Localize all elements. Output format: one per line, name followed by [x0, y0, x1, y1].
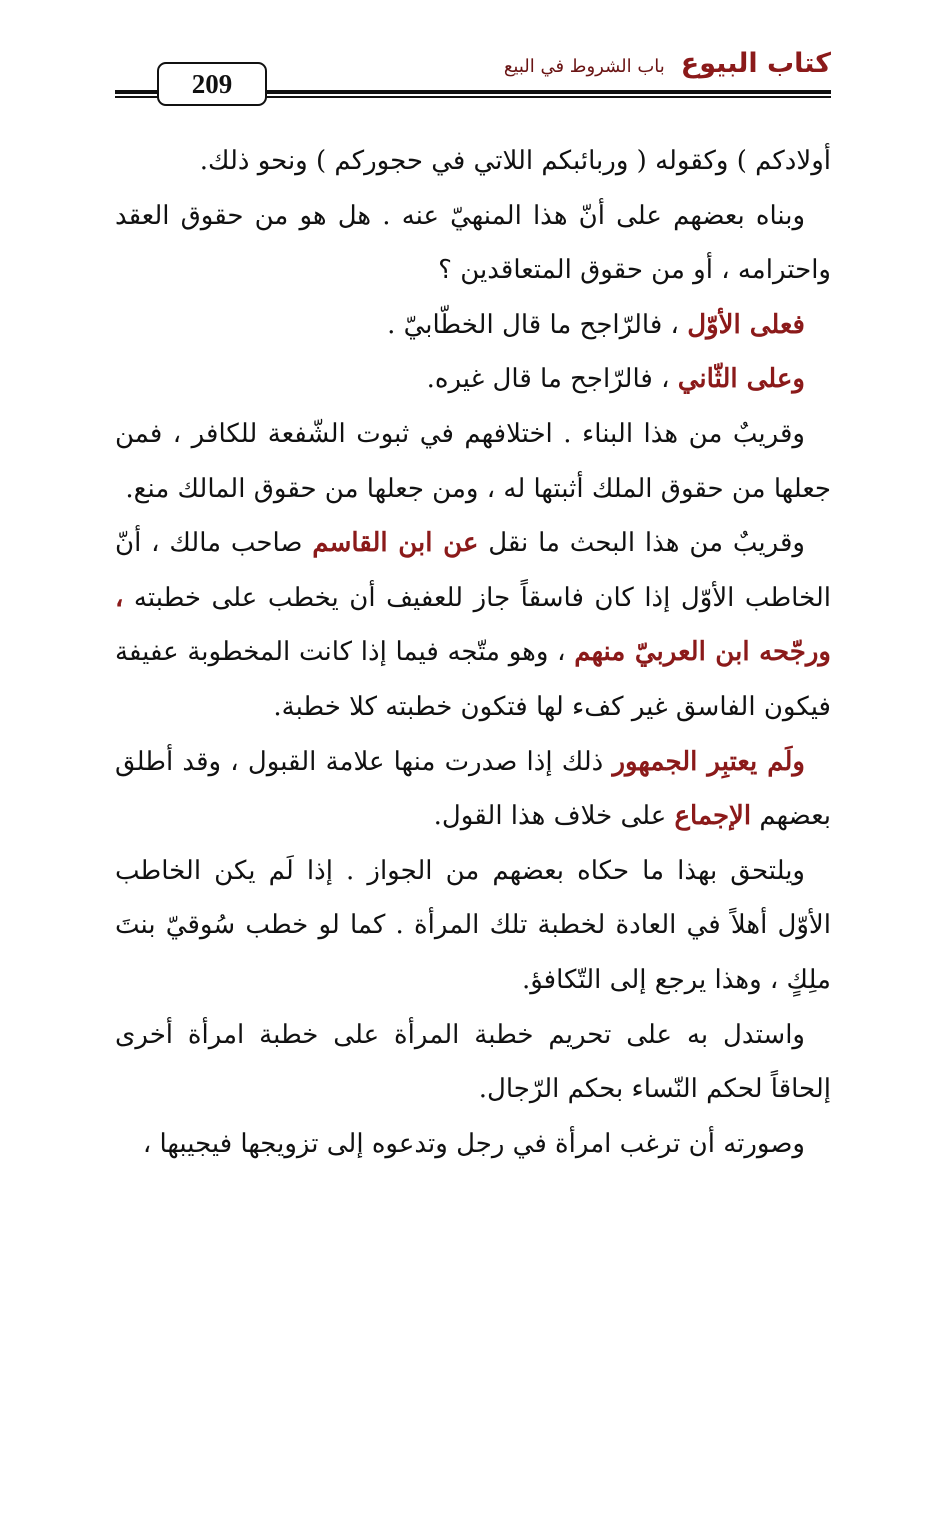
paragraph-3 [115, 298, 831, 353]
paragraph-text: واستدل به على تحريم خطبة المرأة على خطبة امرأة أخرى إلحاقاً لحكم النّساء بحكم الرّجال. [115, 1019, 831, 1105]
running-head [504, 48, 831, 79]
paragraph-text: ذلك إذا صدرت منها علامة القبول ، وقد أطلق بعضهم [115, 746, 831, 832]
paragraph-text: صاحب مالك ، أنّ الخاطب الأوّل إذا كان فاسقاً جاز للعفيف أن يخطب على خطبته [115, 528, 831, 613]
paragraph-4 [115, 352, 831, 407]
paragraph-9 [115, 1008, 831, 1117]
paragraph-7 [115, 735, 831, 844]
paragraph-text: ، فالرّاجح ما قال غيره. [426, 364, 678, 395]
page-number: 209 [157, 62, 267, 106]
paragraph-text: على خلاف هذا القول. [433, 801, 675, 832]
paragraph-1 [115, 134, 831, 189]
paragraph-text: وقريبٌ من هذا البحث ما نقل [478, 528, 805, 559]
paragraph-text: ويلتحق بهذا ما حكاه بعضهم من الجواز . إذا لَم يكن الخاطب الأوّل أهلاً في العادة لخطبة تلك المرأة . كما لو خطب سُوقيّ بنتَ ملِكٍ ، وهذا يرجع إلى التّكافؤ. [115, 855, 831, 995]
paragraph-10 [115, 1117, 831, 1172]
book-title: كتاب البيوع [680, 48, 831, 79]
paragraph-6 [115, 516, 831, 734]
paragraph-text: وصورته أن ترغب امرأة في رجل وتدعوه إلى تزويجها فيجيبها ، [142, 1128, 805, 1159]
paragraph-5 [115, 407, 831, 516]
emphasis-heading: وعلى الثّاني [677, 364, 805, 395]
emphasis-text: عن ابن القاسم [312, 528, 479, 559]
main-text [115, 134, 831, 1171]
paragraph-text: أولادكم ) وكقوله ( وربائبكم اللاتي في حجوركم ) ونحو ذلك. [199, 146, 831, 176]
paragraph-text: وقريبٌ من هذا البناء . اختلافهم في ثبوت الشّفعة للكافر ، فمن جعلها من حقوق الملك أثبتها له ، ومن جعلها من حقوق المالك منع. [115, 418, 831, 504]
paragraph-text: وبناه بعضهم على أنّ هذا المنهيّ عنه . هل هو من حقوق العقد واحترامه ، أو من حقوق المتعاقدين ؟ [115, 200, 831, 286]
emphasis-text: ، ورجّحه ابن العربيّ منهم [115, 582, 831, 668]
paragraph-text: ، وهو متّجه فيما إذا كانت المخطوبة عفيفة فيكون الفاسق غير كفء لها فتكون خطبته كلا خطبة. [115, 637, 831, 722]
paragraph-8 [115, 844, 831, 1008]
paragraph-2 [115, 189, 831, 298]
emphasis-text: ولَم يعتبِر الجمهور [612, 746, 805, 777]
chapter-title: باب الشروط في البيع [503, 56, 665, 77]
emphasis-heading: فعلى الأوّل [687, 309, 805, 340]
paragraph-text: ، فالرّاجح ما قال الخطّابيّ . [387, 309, 688, 340]
page-header [115, 48, 831, 118]
emphasis-text: الإجماع [674, 801, 752, 832]
